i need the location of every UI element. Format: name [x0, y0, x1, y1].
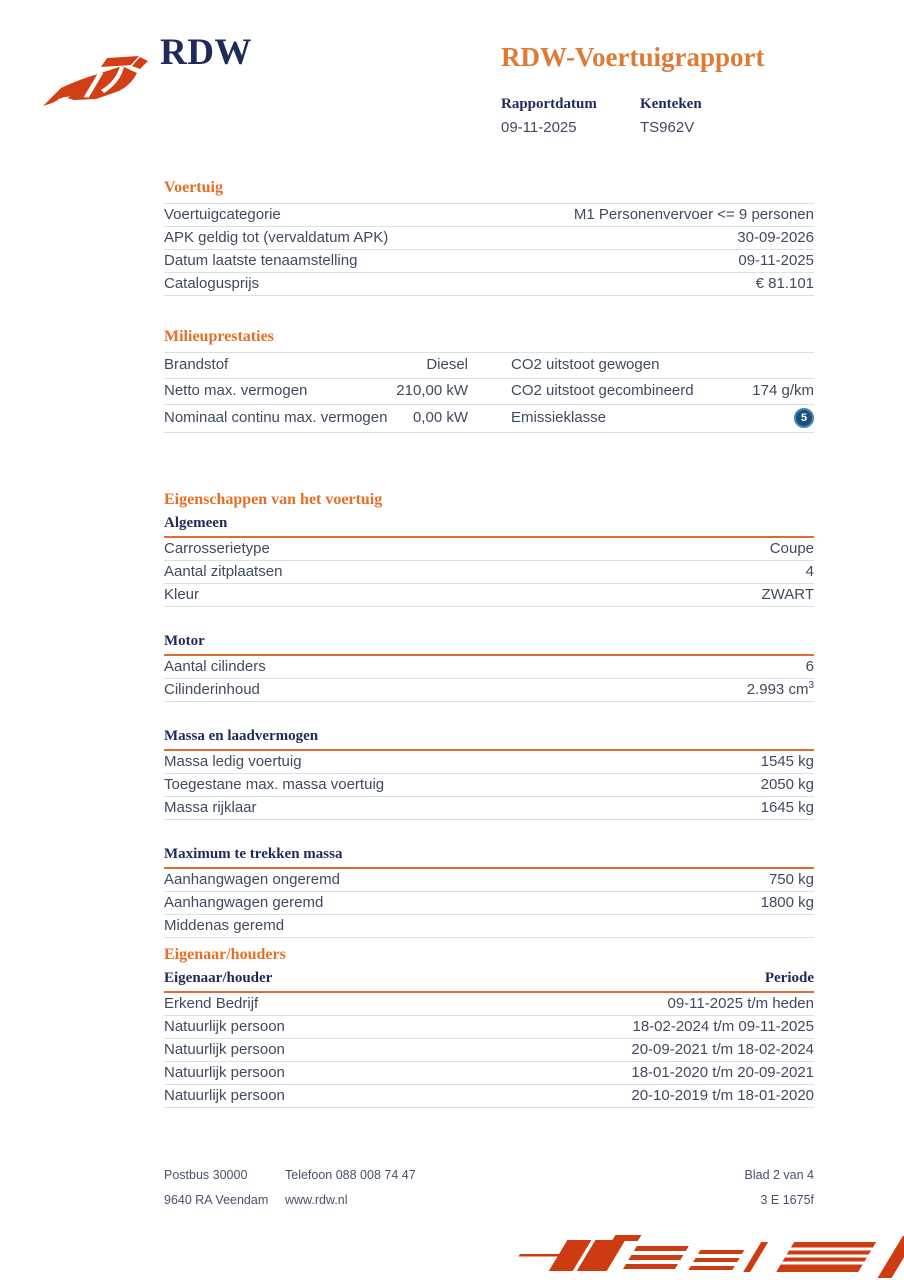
table-row — [164, 584, 814, 607]
row-value: 174 g/km — [752, 382, 814, 399]
subsection-algemeen — [164, 515, 814, 607]
table-row — [164, 250, 814, 273]
row-value: 1645 kg — [760, 799, 814, 816]
row-value: ZWART — [761, 586, 814, 603]
subsection-rows — [164, 538, 814, 607]
report-meta — [501, 96, 779, 136]
table-row — [164, 892, 814, 915]
owner-period: 20-10-2019 t/m 18-01-2020 — [631, 1087, 814, 1104]
subsection-trekken-massa — [164, 846, 814, 938]
table-row — [164, 379, 814, 405]
row-value: Diesel — [426, 356, 468, 373]
row-value: 1545 kg — [760, 753, 814, 770]
row-value — [747, 681, 814, 699]
row-label: Aanhangwagen geremd — [164, 894, 324, 911]
table-row — [164, 227, 814, 250]
footer-website: www.rdw.nl — [285, 1193, 348, 1207]
row-label: Massa rijklaar — [164, 799, 257, 816]
row-label: Netto max. vermogen — [164, 382, 308, 399]
owner-period: 18-01-2020 t/m 20-09-2021 — [631, 1064, 814, 1081]
page-title: RDW-Voertuigrapport — [501, 42, 765, 72]
footer-phone: Telefoon 088 008 74 47 — [285, 1168, 416, 1182]
table-row — [164, 869, 814, 892]
license-plate-label: Kenteken — [640, 96, 702, 112]
milieu-left-cell — [164, 409, 468, 427]
table-row — [164, 1085, 814, 1108]
section-eigenaar-houders — [164, 946, 814, 1108]
row-value: € 81.101 — [755, 275, 814, 292]
section-eigenschappen — [164, 491, 814, 964]
row-value: 09-11-2025 — [738, 252, 814, 269]
row-label: Aantal zitplaatsen — [164, 563, 283, 580]
row-value: 0,00 kW — [412, 409, 468, 426]
subsection-title: Algemeen — [164, 515, 814, 538]
section-title-voertuig: Voertuig — [164, 179, 223, 196]
row-label: Massa ledig voertuig — [164, 753, 302, 770]
row-value: 2050 kg — [760, 776, 814, 793]
owner-type: Natuurlijk persoon — [164, 1041, 285, 1058]
subsection-rows — [164, 869, 814, 938]
owner-type: Natuurlijk persoon — [164, 1064, 285, 1081]
table-row — [164, 751, 814, 774]
table-row — [164, 993, 814, 1016]
license-plate-value: TS962V — [640, 119, 695, 136]
row-value: 4 — [805, 563, 814, 580]
row-label: APK geldig tot (vervaldatum APK) — [164, 229, 389, 246]
page-footer — [164, 1168, 814, 1218]
subsection-title: Motor — [164, 633, 814, 656]
section-title-milieuprestaties: Milieuprestaties — [164, 328, 274, 345]
row-label: CO2 uitstoot gewogen — [511, 356, 660, 373]
report-date-block — [501, 96, 640, 136]
table-row — [164, 204, 814, 227]
table-row — [164, 797, 814, 820]
row-label: Kleur — [164, 586, 200, 603]
superscript: 3 — [808, 680, 814, 691]
row-label: Nominaal continu max. vermogen — [164, 409, 388, 426]
row-value: 750 kg — [768, 871, 814, 888]
table-row — [164, 353, 814, 379]
rdw-wing-logo-icon — [40, 54, 152, 114]
table-row — [164, 273, 814, 296]
milieu-left-cell — [164, 382, 468, 400]
footer-doc-code: 3 E 1675f — [760, 1193, 814, 1207]
report-date-label: Rapportdatum — [501, 96, 597, 112]
table-row — [164, 679, 814, 702]
footer-line-2 — [164, 1193, 814, 1207]
subsection-rows — [164, 656, 814, 702]
row-label: Middenas geremd — [164, 917, 285, 934]
license-plate-block — [640, 96, 779, 136]
subsection-massa — [164, 728, 814, 820]
owner-type: Natuurlijk persoon — [164, 1018, 285, 1035]
row-label: Datum laatste tenaamstelling — [164, 252, 358, 269]
row-value: 30-09-2026 — [737, 229, 814, 246]
section-milieuprestaties — [164, 328, 814, 433]
row-label: Cilinderinhoud — [164, 681, 260, 698]
table-row — [164, 656, 814, 679]
report-date-value: 09-11-2025 — [501, 119, 577, 136]
subsection-title: Maximum te trekken massa — [164, 846, 814, 869]
row-value: M1 Personenvervoer <= 9 personen — [573, 206, 814, 223]
subsection-motor — [164, 633, 814, 702]
table-row — [164, 405, 814, 433]
row-value: 1800 kg — [760, 894, 814, 911]
table-row — [164, 1062, 814, 1085]
footer-address-line1: Postbus 30000 — [164, 1168, 248, 1182]
row-value-text: 2.993 cm — [746, 681, 809, 698]
column-header-periode: Periode — [764, 970, 814, 986]
table-row — [164, 538, 814, 561]
column-header-eigenaar: Eigenaar/houder — [164, 970, 273, 986]
owners-table-header — [164, 970, 814, 993]
milieu-right-cell — [511, 356, 814, 374]
row-value: Coupe — [769, 540, 814, 557]
footer-address-line2: 9640 RA Veendam — [164, 1193, 269, 1207]
owner-type: Erkend Bedrijf — [164, 995, 259, 1012]
row-label: Toegestane max. massa voertuig — [164, 776, 385, 793]
section-voertuig — [164, 179, 814, 296]
table-row — [164, 561, 814, 584]
owner-period: 09-11-2025 t/m heden — [667, 995, 814, 1012]
emission-class-badge: 5 — [794, 408, 814, 428]
row-label: CO2 uitstoot gecombineerd — [511, 382, 694, 399]
section-title-eigenschappen: Eigenschappen van het voertuig — [164, 491, 383, 508]
footer-page-number: Blad 2 van 4 — [744, 1168, 814, 1182]
rdw-logo-text: RDW — [160, 32, 252, 73]
table-row — [164, 774, 814, 797]
owner-type: Natuurlijk persoon — [164, 1087, 285, 1104]
subsection-title: Massa en laadvermogen — [164, 728, 814, 751]
subsection-rows — [164, 751, 814, 820]
row-label: Brandstof — [164, 356, 229, 373]
row-value: 6 — [805, 658, 814, 675]
voertuig-rows — [164, 203, 814, 296]
row-label: Catalogusprijs — [164, 275, 260, 292]
owner-period: 18-02-2024 t/m 09-11-2025 — [632, 1018, 814, 1035]
owner-period: 20-09-2021 t/m 18-02-2024 — [631, 1041, 814, 1058]
row-label: Aantal cilinders — [164, 658, 266, 675]
section-title-eigenaar-houders: Eigenaar/houders — [164, 946, 286, 963]
table-row — [164, 1016, 814, 1039]
table-row — [164, 1039, 814, 1062]
row-label: Aanhangwagen ongeremd — [164, 871, 340, 888]
table-row — [164, 915, 814, 938]
milieu-right-cell — [511, 382, 814, 400]
footer-speed-graphic-icon — [512, 1234, 904, 1280]
milieu-right-cell — [511, 408, 814, 428]
owners-rows — [164, 993, 814, 1108]
row-label: Voertuigcategorie — [164, 206, 281, 223]
row-value: 210,00 kW — [396, 382, 468, 399]
row-label: Emissieklasse — [511, 409, 607, 426]
milieu-left-cell — [164, 356, 468, 374]
footer-line-1 — [164, 1168, 814, 1182]
milieu-rows — [164, 352, 814, 433]
row-label: Carrosserietype — [164, 540, 270, 557]
